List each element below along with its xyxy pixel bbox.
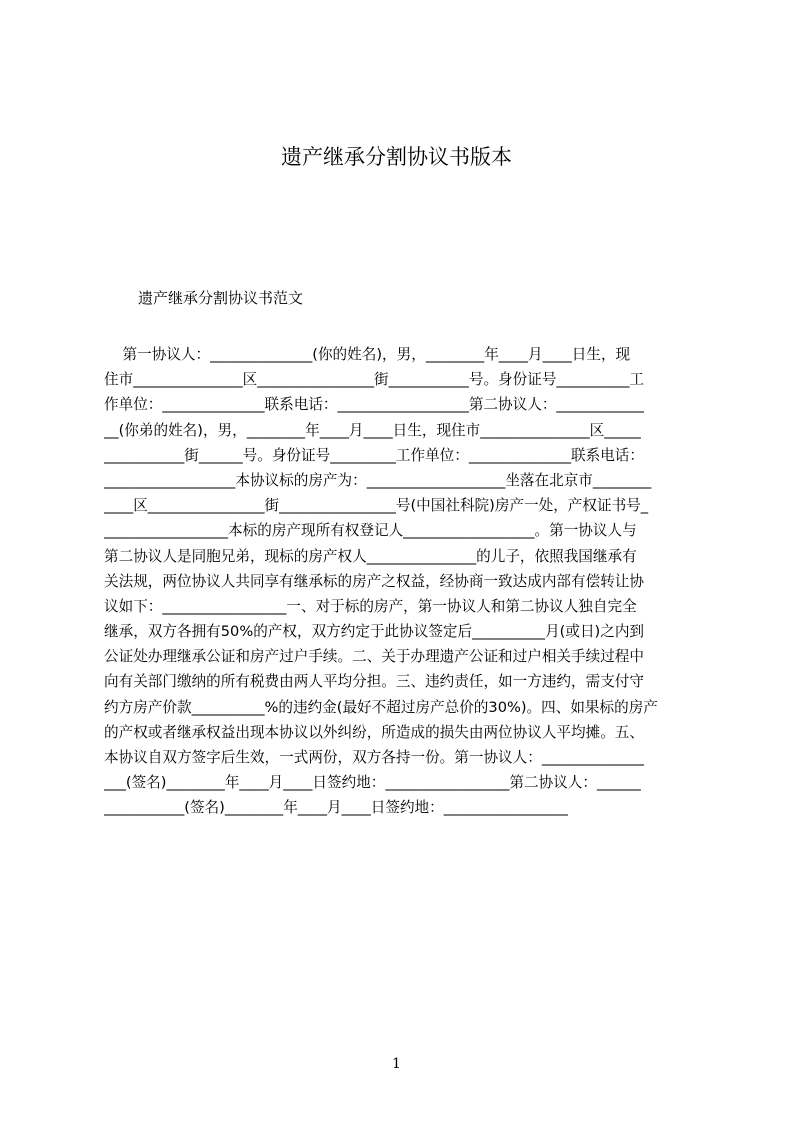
body-line: ___________街______号。身份证号_________工作单位：______________联系电话： xyxy=(104,446,644,464)
body-line: 第二协议人是同胞兄弟，现标的房产权人_______________的儿子，依照我国继承有 xyxy=(104,547,637,565)
body-line: 向有关部门缴纳的所有税费由两人平均分担。三、违约责任，如一方违约，需支付守 xyxy=(104,673,644,691)
page-title: 遗产继承分割协议书版本 xyxy=(281,145,512,169)
body-line: 继承，双方各拥有50%的产权，双方约定于此协议签定后__________月(或日)之内到 xyxy=(104,623,645,641)
agreement-body xyxy=(104,342,696,821)
body-line: 关法规，两位协议人共同享有继承标的房产之权益，经协商一致达成内部有偿转让协 xyxy=(104,572,644,590)
body-line: 的产权或者继承权益出现本协议以外纠纷，所造成的损失由两位协议人平均摊。五、 xyxy=(104,723,644,741)
body-line: __________________本协议标的房产为：___________________坐落在北京市________ xyxy=(104,471,652,489)
body-line: 作单位：______________联系电话：__________________第二协议人：____________ xyxy=(104,396,644,414)
body-line: _________________本标的房产现所有权登记人__________________。第一协议人与 xyxy=(104,522,637,540)
body-line: ___________(签名)________年____月____日签约地：_________________ xyxy=(104,799,568,817)
body-line: __(你弟的姓名)，男，________年____月____日生，现住市_______________区_____ xyxy=(104,421,641,439)
page-number: 1 xyxy=(392,1056,401,1072)
body-line: 议如下：_________________一、对于标的房产，第一协议人和第二协议人独自完全 xyxy=(104,597,637,615)
body-line: 约方房产价款__________%的违约金(最好不超过房产总价的30%)。四、如果标的房产 xyxy=(104,698,658,716)
body-line: ____区________________街________________号(中国社科院)房产一处，产权证书号_ xyxy=(104,497,649,515)
body-line: ___(签名)________年____月____日签约地：_________________第二协议人：______ xyxy=(104,774,641,792)
body-line: 公证处办理继承公证和房产过户手续。二、关于办理遗产公证和过户相关手续过程中 xyxy=(104,648,644,666)
body-line: 本协议自双方签字后生效，一式两份，双方各持一份。第一协议人：______________ xyxy=(104,749,644,766)
body-line: 第一协议人：______________(你的姓名)，男，________年____月____日生，现 xyxy=(104,346,631,363)
body-line: 住市_______________区________________街___________号。身份证号__________工 xyxy=(104,371,644,389)
document-subtitle: 遗产继承分割协议书范文 xyxy=(138,289,304,307)
